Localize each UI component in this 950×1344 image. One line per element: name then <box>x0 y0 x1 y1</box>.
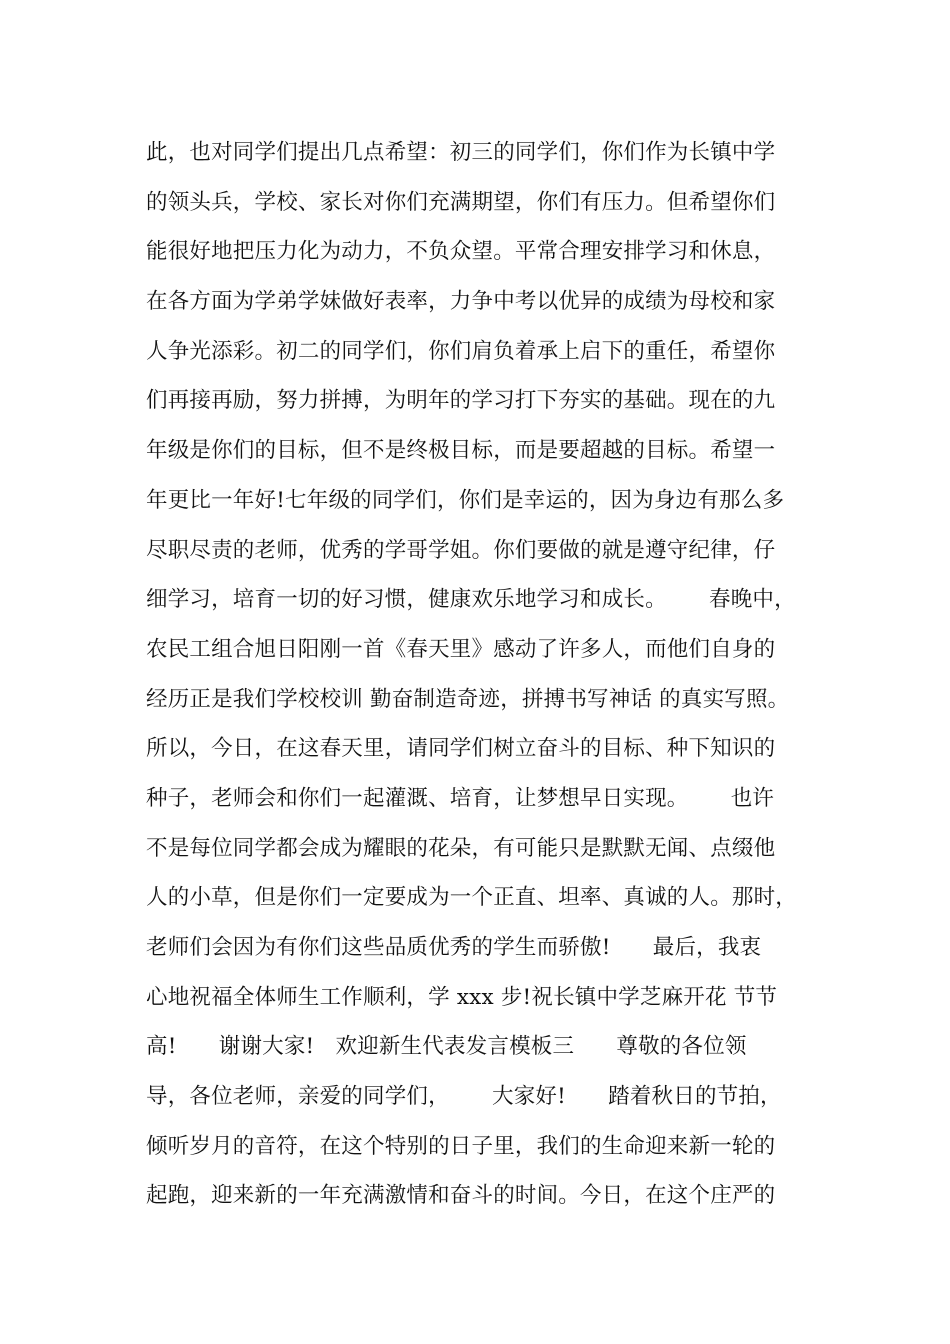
text-line: 在各方面为学弟学妹做好表率，力争中考以优异的成绩为母校和家 <box>146 289 776 315</box>
text-line: 老师们会因为有你们这些品质优秀的学生而骄傲! 最后，我衷 <box>146 935 762 960</box>
text-line: 高! 谢谢大家! 欢迎新生代表发言模板三 尊敬的各位领 <box>146 1034 747 1060</box>
text-line: 年级是你们的目标，但不是终极目标，而是要超越的目标。希望一 <box>146 438 776 464</box>
text-line: 不是每位同学都会成为耀眼的花朵，有可能只是默默无闻、点缀他 <box>146 835 776 861</box>
text-line: 的领头兵，学校、家长对你们充满期望，你们有压力。但希望你们 <box>146 189 776 215</box>
text-line: 心地祝福全体师生工作顺利，学 xxx 步!祝长镇中学芝麻开花 节节 <box>146 984 778 1010</box>
text-line: 人的小草，但是你们一定要成为一个正直、坦率、真诚的人。那时， <box>146 885 798 911</box>
text-line: 年更比一年好!七年级的同学们，你们是幸运的，因为身边有那么多 <box>146 487 785 513</box>
text-line: 种子，老师会和你们一起灌溉、培育，让梦想早日实现。 也许 <box>146 785 775 811</box>
text-line: 此，也对同学们提出几点希望：初三的同学们，你们作为长镇中学 <box>146 140 776 165</box>
body-text <box>146 128 836 1221</box>
text-line: 人争光添彩。初二的同学们，你们肩负着承上启下的重任，希望你 <box>146 338 776 364</box>
text-line: 倾听岁月的音符，在这个特别的日子里，我们的生命迎来新一轮的 <box>146 1133 776 1159</box>
text-line: 能很好地把压力化为动力，不负众望。平常合理安排学习和休息， <box>146 239 776 265</box>
text-line: 农民工组合旭日阳刚一首《春天里》感动了许多人，而他们自身的 <box>146 636 776 662</box>
text-line: 们再接再励，努力拼搏，为明年的学习打下夯实的基础。现在的九 <box>146 388 776 414</box>
text-line: 经历正是我们学校校训 勤奋制造奇迹，拼搏书写神话 的真实写照。 <box>146 686 790 712</box>
text-line: 细学习，培育一切的好习惯，健康欢乐地学习和成长。 春晚中， <box>146 587 796 613</box>
text-line: 导，各位老师，亲爱的同学们， 大家好! 踏着秋日的节拍， <box>146 1084 782 1110</box>
text-line: 尽职尽责的老师，优秀的学哥学姐。你们要做的就是遵守纪律，仔 <box>146 537 776 563</box>
text-line: 起跑，迎来新的一年充满激情和奋斗的时间。今日，在这个庄严的 <box>146 1183 776 1209</box>
text-line: 所以，今日，在这春天里，请同学们树立奋斗的目标、种下知识的 <box>146 736 776 762</box>
